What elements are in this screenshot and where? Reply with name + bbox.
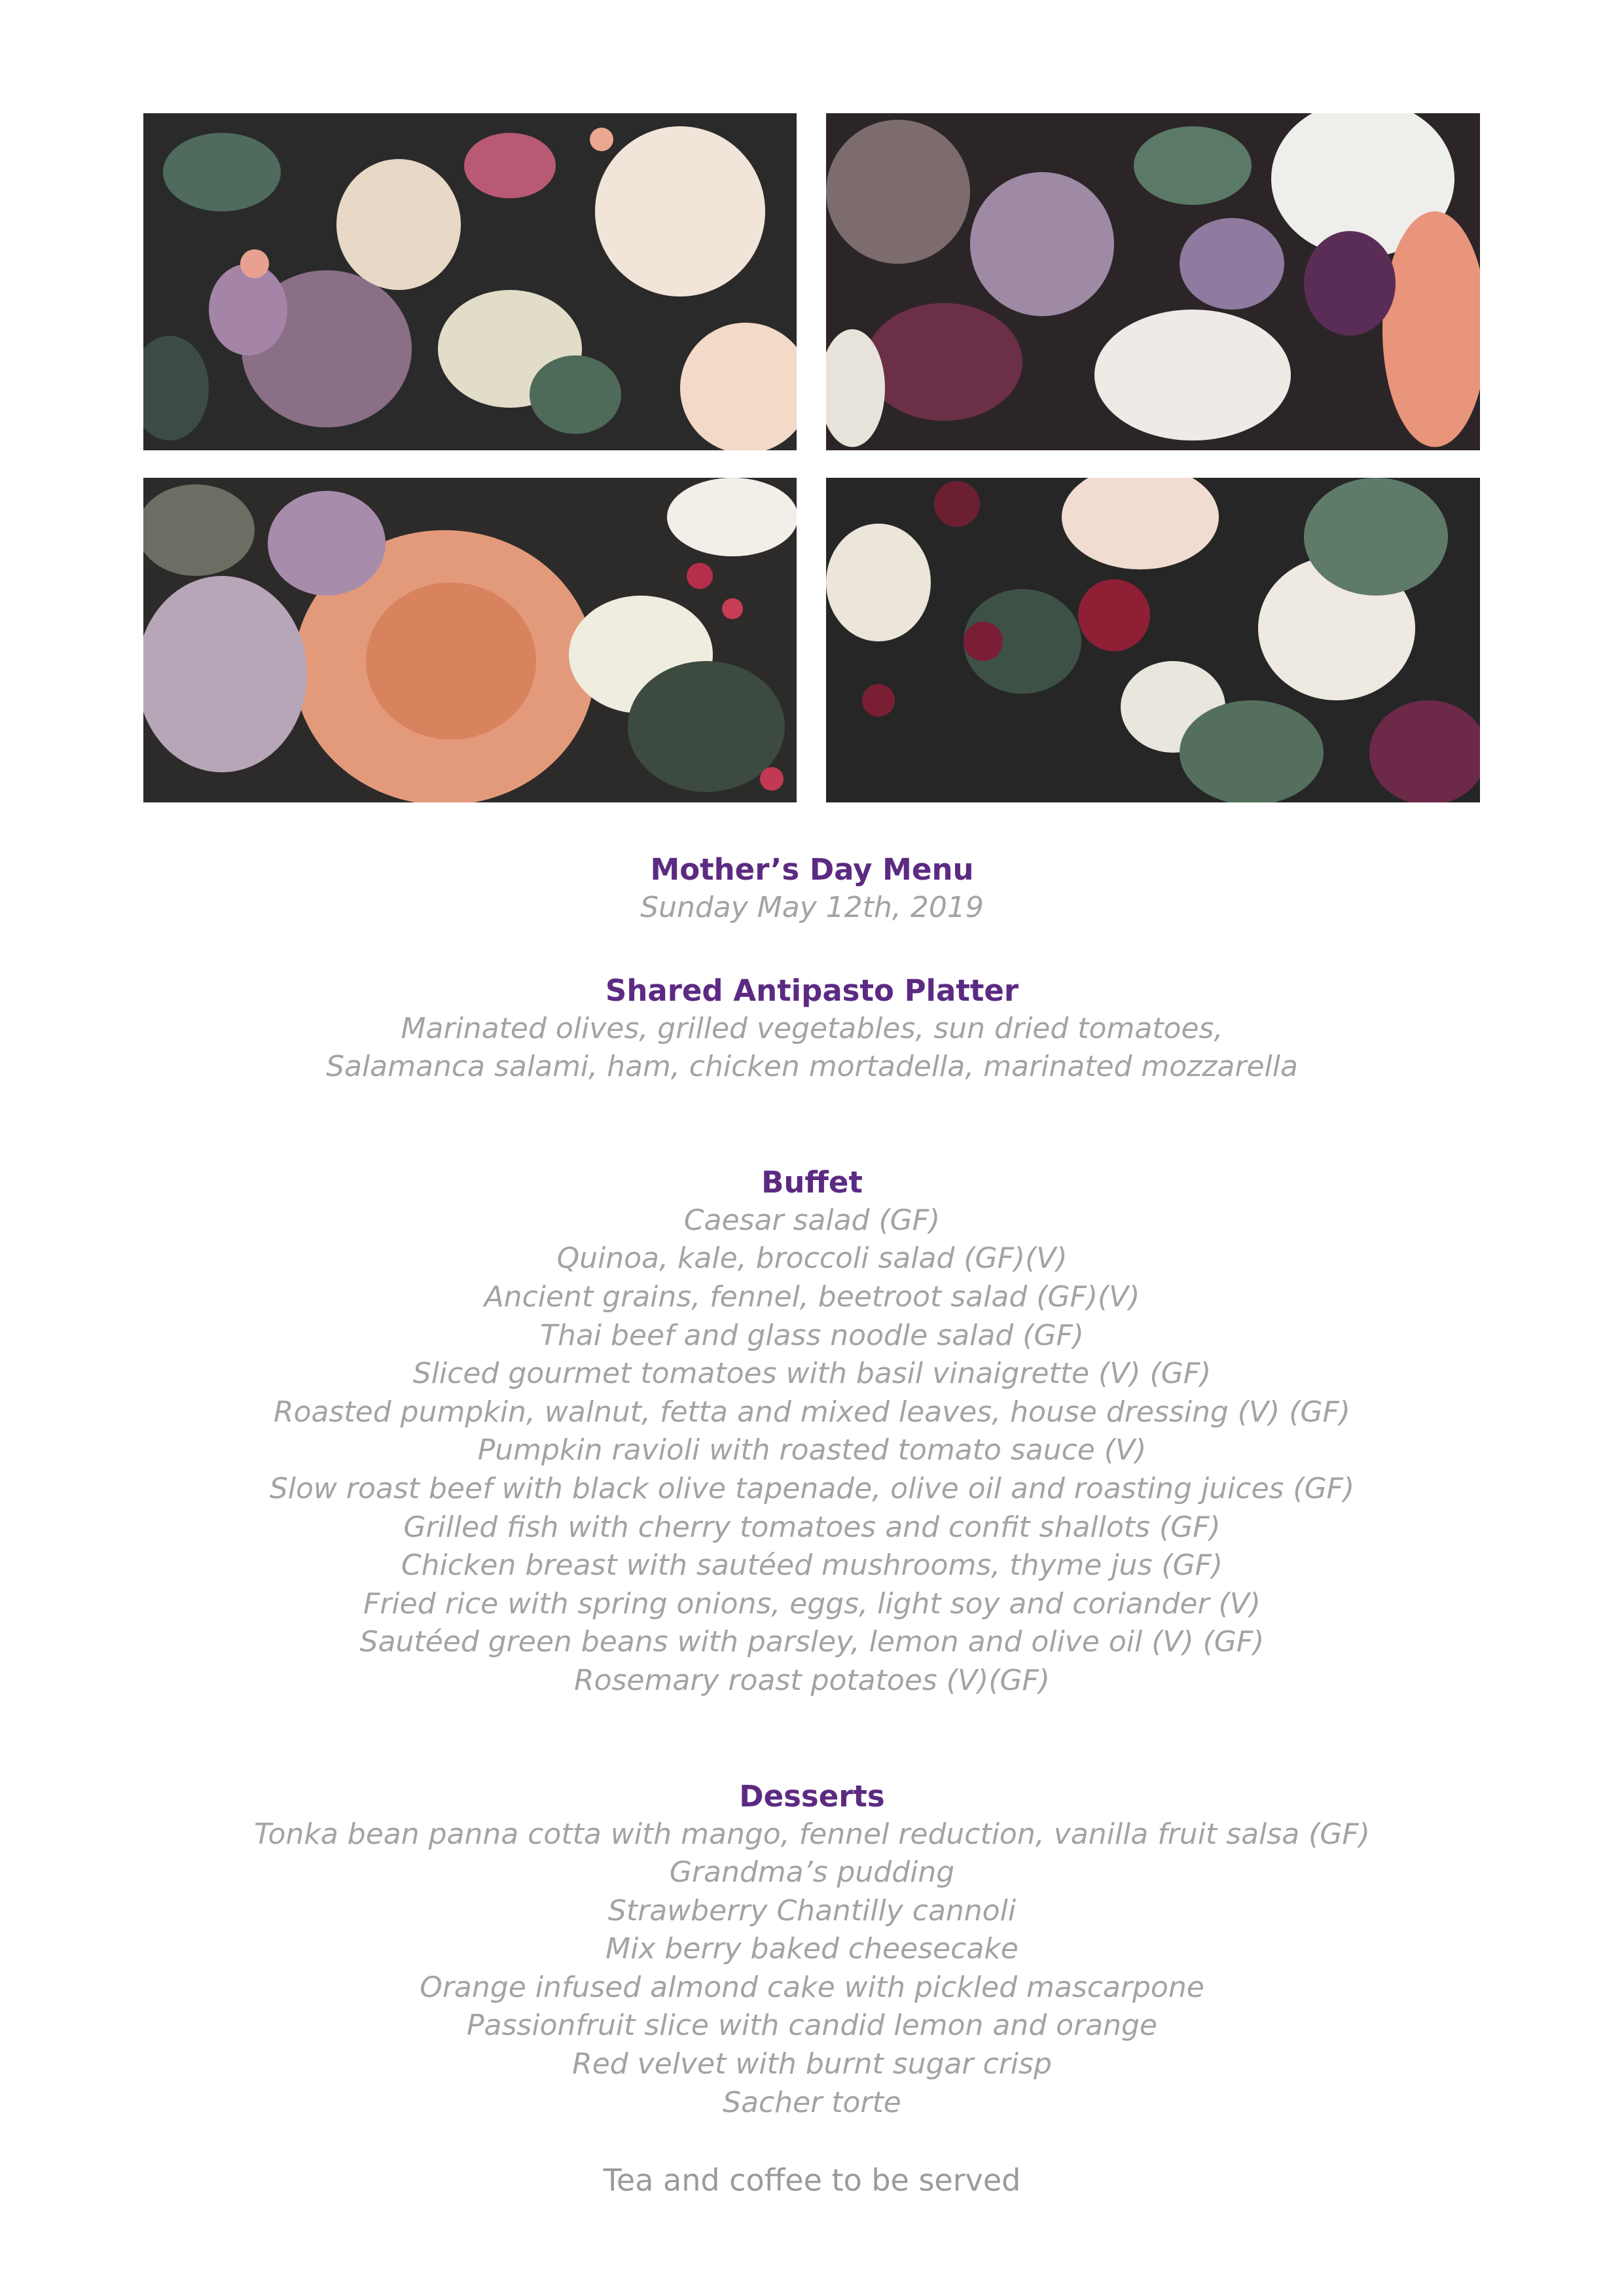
menu-item: Orange infused almond cake with pickled mascarpone [420, 1970, 1204, 2004]
floral-photo-bottom-left [143, 478, 797, 802]
menu-item: Ancient grains, fennel, beetroot salad (GF)(V) [484, 1280, 1140, 1314]
menu-item: Roasted pumpkin, walnut, fetta and mixed leaves, house dressing (V) (GF) [274, 1395, 1350, 1429]
menu-item: Slow roast beef with black olive tapenade, olive oil and roasting juices (GF) [269, 1471, 1355, 1505]
menu-item: Marinated olives, grilled vegetables, sun dried tomatoes, [401, 1011, 1223, 1045]
menu-item: Tonka bean panna cotta with mango, fennel reduction, vanilla fruit salsa (GF) [254, 1817, 1370, 1851]
menu-item: Passionfruit slice with candid lemon and orange [467, 2009, 1157, 2043]
floral-photo-bottom-right [826, 478, 1480, 802]
menu-item: Grandma’s pudding [669, 1856, 955, 1890]
menu-item: Caesar salad (GF) [683, 1203, 941, 1237]
menu-item: Thai beef and glass noodle salad (GF) [540, 1318, 1084, 1352]
section-buffet [0, 1164, 1624, 1700]
menu-item: Sacher torte [723, 2085, 901, 2119]
menu-item: Quinoa, kale, broccoli salad (GF)(V) [556, 1242, 1068, 1276]
menu-title: Mother’s Day Menu [650, 852, 974, 887]
menu-item: Sautéed green beans with parsley, lemon and olive oil (V) (GF) [359, 1625, 1265, 1659]
menu-item: Mix berry baked cheesecake [605, 1932, 1019, 1966]
section-desserts [0, 1778, 1624, 2123]
menu-text [0, 851, 1624, 2199]
floral-photo-collage [0, 0, 1624, 812]
floral-photo-top-right [826, 113, 1480, 450]
section-heading: Desserts [739, 1778, 885, 1814]
menu-item: Rosemary roast potatoes (V)(GF) [574, 1663, 1050, 1697]
menu-item: Red velvet with burnt sugar crisp [572, 2047, 1052, 2081]
menu-item: Salamanca salami, ham, chicken mortadella, marinated mozzarella [326, 1050, 1298, 1084]
menu-item: Strawberry Chantilly cannoli [607, 1893, 1017, 1928]
menu-item: Sliced gourmet tomatoes with basil vinaigrette (V) (GF) [412, 1357, 1212, 1391]
section-heading: Shared Antipasto Platter [605, 973, 1019, 1008]
floral-photo-top-left [143, 113, 797, 450]
menu-item: Chicken breast with sautéed mushrooms, thyme jus (GF) [401, 1549, 1223, 1583]
menu-item: Fried rice with spring onions, eggs, light soy and coriander (V) [363, 1587, 1261, 1621]
menu-date: Sunday May 12th, 2019 [640, 891, 984, 924]
menu-item: Grilled fish with cherry tomatoes and confit shallots (GF) [403, 1510, 1221, 1544]
section-antipasto [0, 972, 1624, 1086]
footer-note: Tea and coffee to be served [603, 2162, 1021, 2198]
section-heading: Buffet [761, 1164, 863, 1200]
menu-item: Pumpkin ravioli with roasted tomato sauce (V) [477, 1433, 1147, 1467]
